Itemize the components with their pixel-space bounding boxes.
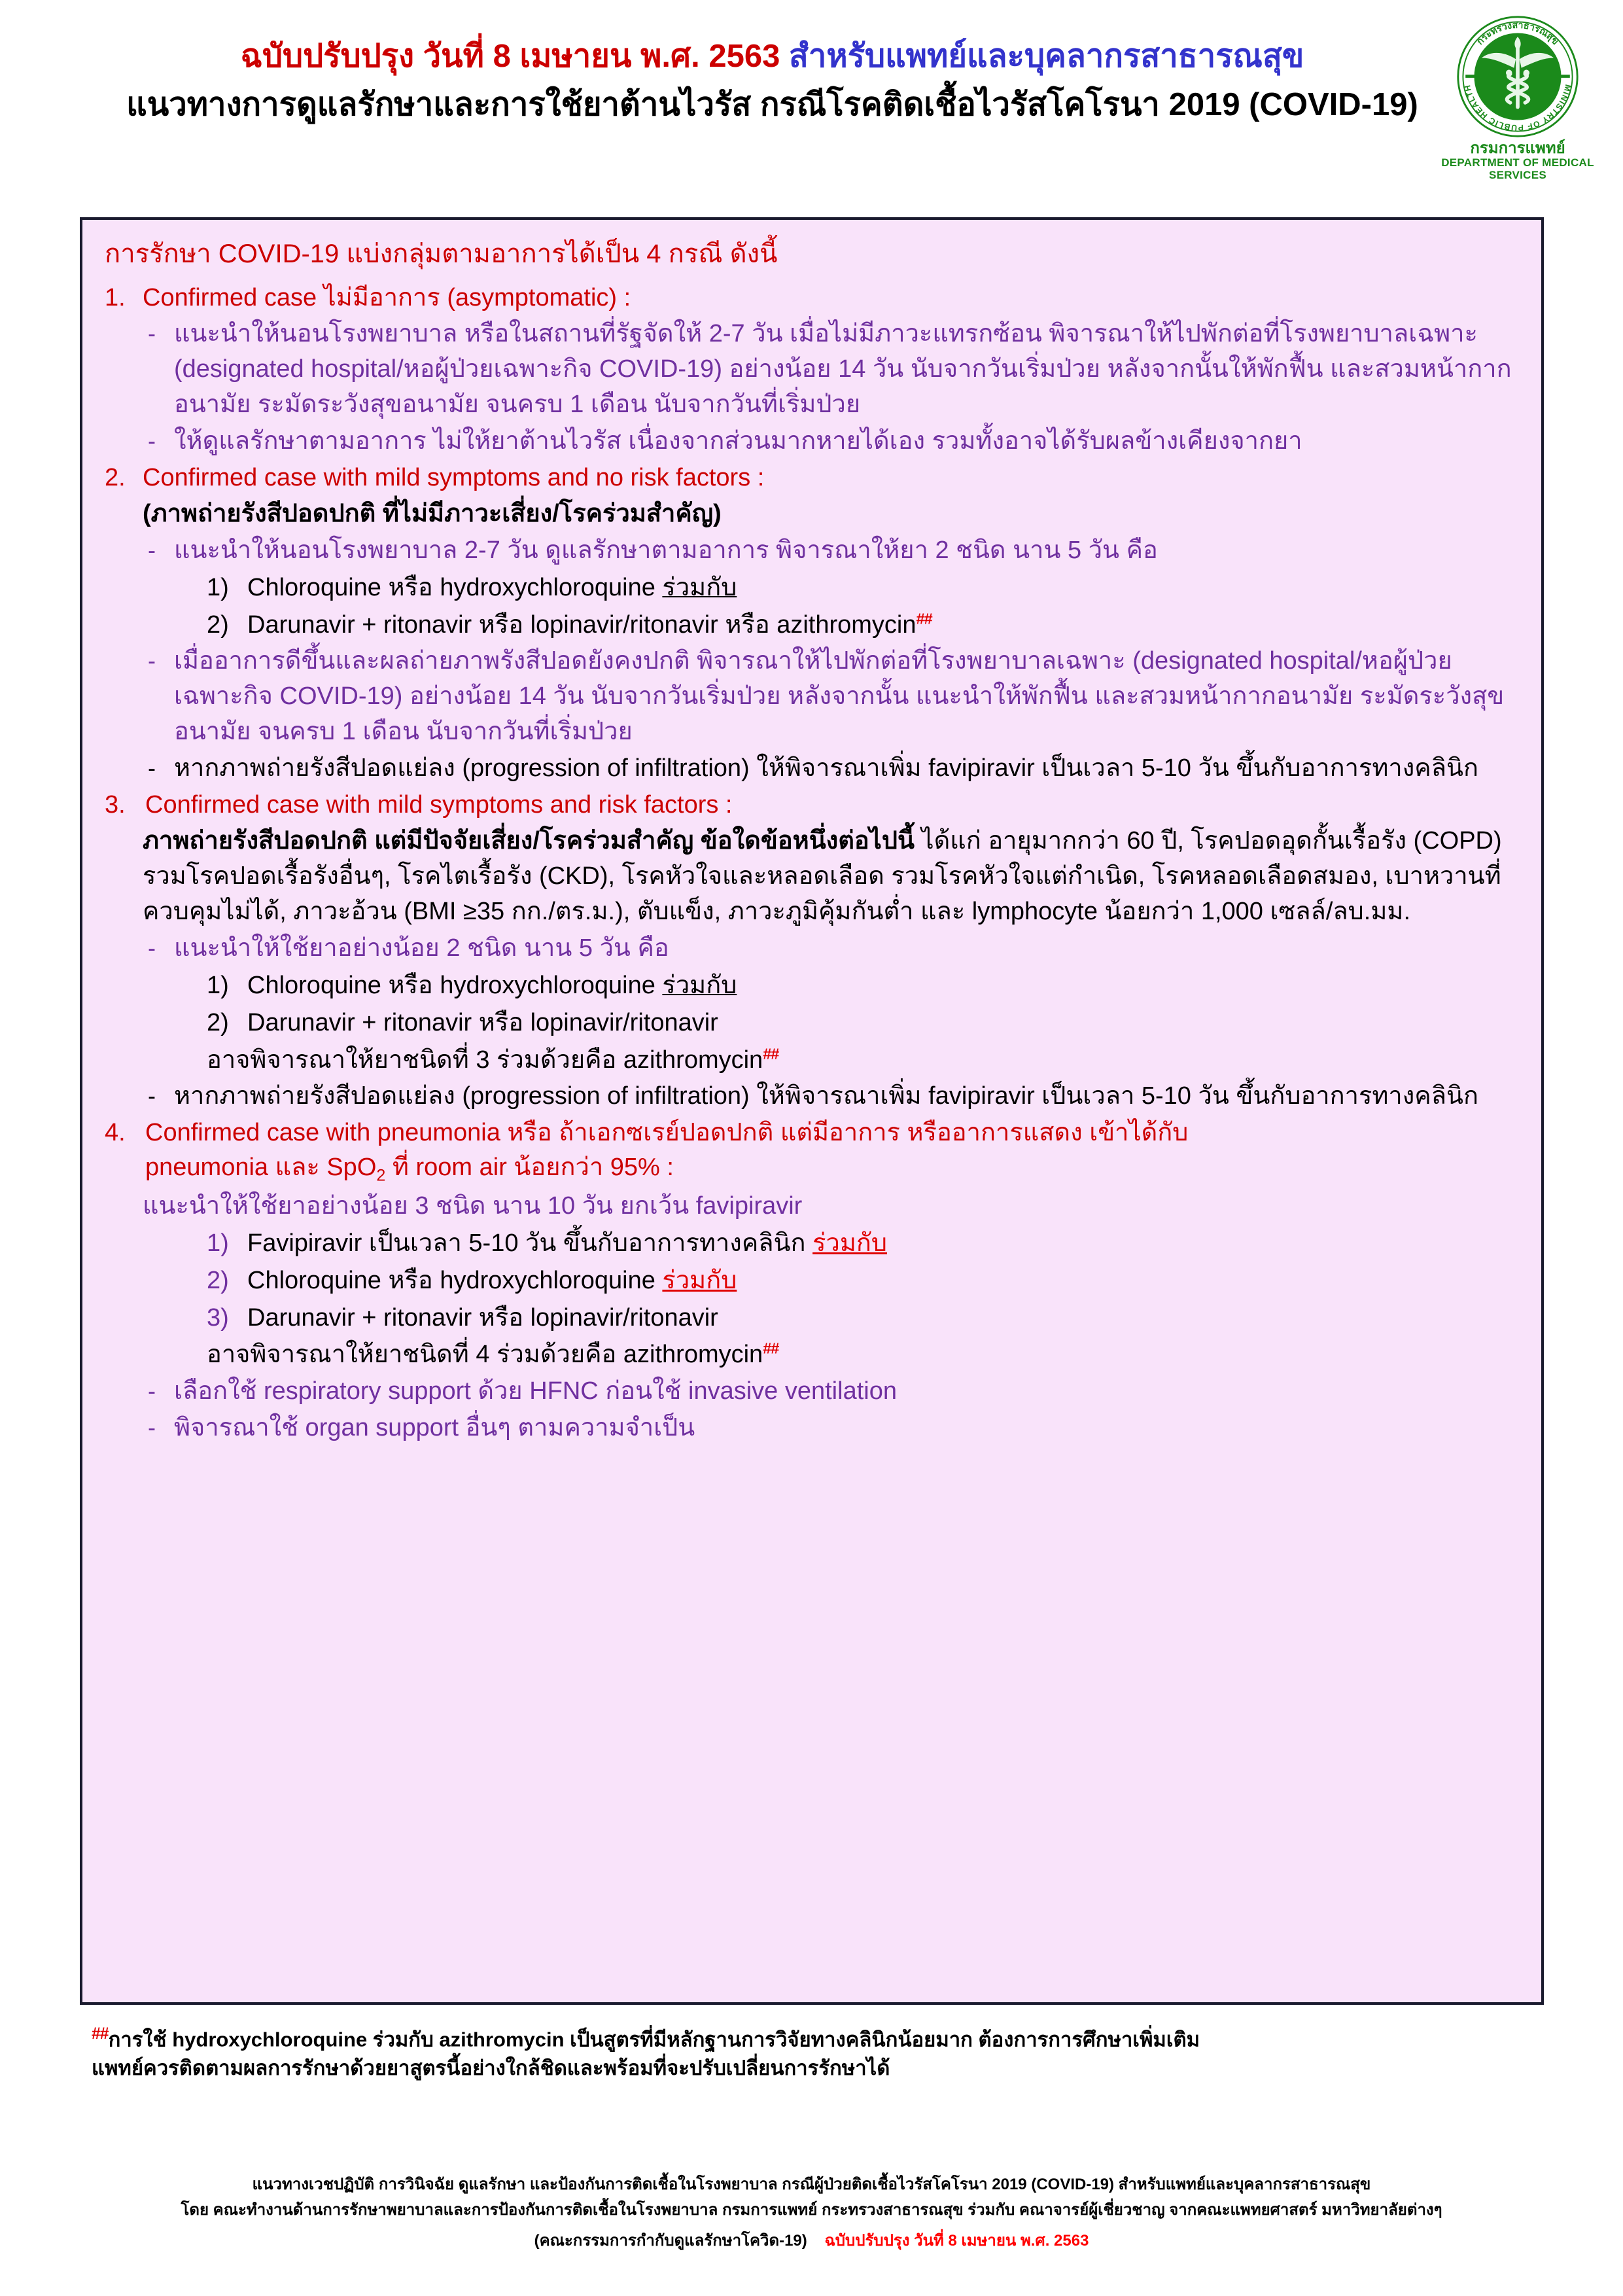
section-4-subline: แนะนำให้ใช้ยาอย่างน้อย 3 ชนิด นาน 10 วัน ยกเว้น favipiravir [143,1192,803,1220]
footnote-marker: ## [763,1339,779,1357]
list-item [207,570,1519,606]
section-3-drug-note [207,1042,1519,1078]
section-2-heading: Confirmed case with mild symptoms and no risk factors : [143,463,765,491]
conjunction-underline: ร่วมกับ [812,1229,888,1258]
footnote-marker: ## [92,2025,109,2043]
header-revision-date: ฉบับปรับปรุง วันที่ 8 เมษายน พ.ศ. 2563 [240,39,789,74]
header-subtitle-line [0,38,1623,76]
section-4-number: 4. [105,1119,126,1147]
list-item [143,533,1519,569]
drug-name: Darunavir + ritonavir หรือ lopinavir/ritonavir หรือ azithromycin [247,610,916,639]
section-2-drug-1-text [247,570,1519,606]
svg-text:MINISTRY OF PUBLIC HEALTH: MINISTRY OF PUBLIC HEALTH [1462,83,1573,133]
document-header [0,0,1623,182]
section-3-heading: Confirmed case with mild symptoms and risk factors : [145,791,733,819]
header-audience: สำหรับแพทย์และบุคลากรสาธารณสุข [789,39,1304,74]
section-2-heading-row [105,461,1519,495]
section-2-subline: (ภาพถ่ายรังสีปอดปกติ ที่ไม่มีภาวะเสี่ยง/โรคร่วมสำคัญ) [143,499,722,527]
conjunction-underline: ร่วมกับ [662,1266,737,1294]
section-4-drug-3-number: 3) [207,1303,229,1332]
section-3-bullet-after-1: หากภาพถ่ายรังสีปอดแย่ลง (progression of infiltration) ให้พิจารณาเพิ่ม favipiravir เป็นเวลา 5-10 วัน ขึ้นกับอาการทางคลินิก [174,1082,1478,1110]
dash-bullet-icon: - [148,1082,156,1110]
footer-revision-date: ฉบับปรับปรุง วันที่ 8 เมษายน พ.ศ. 2563 [824,2231,1089,2250]
ministry-of-public-health-emblem-icon [1456,14,1580,139]
document-footer [0,2172,1623,2254]
list-item [207,1226,1519,1262]
footnote-marker: ## [763,1044,779,1062]
section-4-heading-line2-pre: pneumonia และ SpO [145,1154,377,1182]
section-4-heading-line2-post: ที่ room air น้อยกว่า 95% : [385,1154,674,1182]
section-1-number: 1. [105,283,126,311]
list-item [143,751,1519,786]
section-4-heading-line1: Confirmed case with pneumonia หรือ ถ้าเอกซเรย์ปอดปกติ แต่มีอาการ หรืออาการแสดง เข้าได้กับ [145,1119,1189,1147]
dash-bullet-icon: - [148,754,156,782]
section-2-number: 2. [105,463,126,491]
section-4-bullet-after-1: เลือกใช้ respiratory support ด้วย HFNC ก่อนใช้ invasive ventilation [174,1377,897,1405]
section-4-drug-3-text: Darunavir + ritonavir หรือ lopinavir/ritonavir [247,1303,718,1332]
conjunction-underline: ร่วมกับ [662,573,737,601]
list-item [143,424,1519,459]
section-3-body [143,824,1519,1114]
svg-text:กระทรวงสาธารณสุข: กระทรวงสาธารณสุข [1475,20,1561,47]
section-4-body [143,1189,1519,1446]
list-item [143,317,1519,423]
section-3-drug-2-number: 2) [207,1008,229,1036]
section-2-body [143,497,1519,786]
section-4-heading [145,1116,1519,1188]
section-1-bullet-1: แนะนำให้นอนโรงพยาบาล หรือในสถานที่รัฐจัดให้ 2-7 วัน เมื่อไม่มีภาวะแทรกซ้อน พิจารณาให้ไปพักต่อที่โรงพยาบาลเฉพาะ (designated hospital/หอผู้ป่วยเฉพาะกิจ COVID-19) อย่างน้อย 14 วัน นับจากวันเริ่มป่วย หลังจากนั้นให้พักฟื้น และสวมหน้ากากอนามัย ระมัดระวังสุขอนามัย จนครบ 1 เดือน นับจากวันที่เริ่มป่วย [174,319,1512,418]
list-item [143,644,1519,750]
drug-name: Chloroquine หรือ hydroxychloroquine [247,573,663,601]
drug-name: Chloroquine หรือ hydroxychloroquine [247,972,663,1000]
treatment-guideline-box [80,217,1544,2005]
footer-line-3 [0,2229,1623,2254]
ministry-logo [1436,14,1599,182]
section-3-drug-2-text: Darunavir + ritonavir หรือ lopinavir/ritonavir [247,1008,718,1036]
section-4-bullet-after-2: พิจารณาใช้ organ support อื่นๆ ตามความจำเป็น [174,1413,695,1441]
list-item [207,968,1519,1004]
list-item [143,931,1519,966]
section-3-drug-1-number: 1) [207,972,229,1000]
section-3-bullet-intro: แนะนำให้ใช้ยาอย่างน้อย 2 ชนิด นาน 5 วัน คือ [174,934,669,963]
section-2-bullet-after-2: หากภาพถ่ายรังสีปอดแย่ลง (progression of infiltration) ให้พิจารณาเพิ่ม favipiravir เป็นเวลา 5-10 วัน ขึ้นกับอาการทางคลินิก [174,754,1478,783]
list-item [143,1374,1519,1409]
section-1-heading-row [105,281,1519,315]
footer-line-2: โดย คณะทำงานด้านการรักษาพยาบาลและการป้องกันการติดเชื้อในโรงพยาบาล กรมการแพทย์ กระทรวงสาธารณสุข ร่วมกับ คณาจารย์ผู้เชี่ยวชาญ จากคณะแพทยศาสตร์ มหาวิทยาลัยต่างๆ [181,2200,1442,2219]
dash-bullet-icon: - [148,536,156,563]
section-4-drug-2-text [247,1263,1519,1299]
section-1-bullet-2: ให้ดูแลรักษาตามอาการ ไม่ให้ยาต้านไวรัส เนื่องจากส่วนมากหายได้เอง รวมทั้งอาจได้รับผลข้างเคียงจากยา [174,427,1302,455]
section-3-drug-1-text [247,968,1519,1004]
footnote-line-2: แพทย์ควรติดตามผลการรักษาด้วยยาสูตรนี้อย่างใกล้ชิดและพร้อมที่จะปรับเปลี่ยนการรักษาได้ [92,2056,890,2079]
conjunction-underline: ร่วมกับ [662,972,737,1000]
logo-caption-th: กรมการแพทย์ [1470,139,1565,157]
drug-name: Favipiravir เป็นเวลา 5-10 วัน ขึ้นกับอาการทางคลินิก [247,1229,813,1258]
list-item [207,1263,1519,1299]
list-item [207,607,1519,643]
section-4-heading-row [105,1116,1519,1188]
logo-caption-en: DEPARTMENT OF MEDICAL SERVICES [1441,156,1594,182]
section-3-risk-bold: ภาพถ่ายรังสีปอดปกติ แต่มีปัจจัยเสี่ยง/โรคร่วมสำคัญ ข้อใดข้อหนึ่งต่อไปนี้ [143,827,915,855]
section-2-bullet-intro: แนะนำให้นอนโรงพยาบาล 2-7 วัน ดูแลรักษาตามอาการ พิจารณาให้ยา 2 ชนิด นาน 5 วัน คือ [174,536,1158,564]
section-2-drug-1-number: 1) [207,573,229,601]
dash-bullet-icon: - [148,427,156,454]
drug-name: Chloroquine หรือ hydroxychloroquine [247,1266,663,1294]
section-4-drug-1-number: 1) [207,1229,229,1258]
spo2-subscript: 2 [376,1167,386,1186]
section-3-risk-rest: ได้แก่ อายุมากกว่า 60 ปี, โรคปอดอุดกั้นเรื้อรัง (COPD) รวมโรคปอดเรื้อรังอื่นๆ, โรคไตเรื้อรัง (CKD), โรคหัวใจและหลอดเลือด รวมโรคหัวใจแต่กำเนิด, โรคหลอดเลือดสมอง, เบาหวานที่ควบคุมไม่ได้, ภาวะอ้วน (BMI ≥35 กก./ตร.ม.), ตับแข็ง, ภาวะภูมิคุ้มกันต่ำ และ lymphocyte น้อยกว่า 1,000 เซลล์/ลบ.มม. [143,827,1502,926]
section-3-risk-paragraph [143,824,1519,930]
section-4-drug-note-text: อาจพิจารณาให้ยาชนิดที่ 4 ร่วมด้วยคือ azithromycin [207,1341,763,1369]
dash-bullet-icon: - [148,1377,156,1404]
section-2-bullet-after-1: เมื่ออาการดีขึ้นและผลถ่ายภาพรังสีปอดยังคงปกติ พิจารณาให้ไปพักต่อที่โรงพยาบาลเฉพาะ (designated hospital/หอผู้ป่วยเฉพาะกิจ COVID-19) อย่างน้อย 14 วัน นับจากวันเริ่มป่วย หลังจากนั้น แนะนำให้พักฟื้น และสวมหน้ากากอนามัย ระมัดระวังสุขอนามัย จนครบ 1 เดือน นับจากวันที่เริ่มป่วย [174,647,1505,746]
footnote-line-1: การใช้ hydroxychloroquine ร่วมกับ azithromycin เป็นสูตรที่มีหลักฐานการวิจัยทางคลินิกน้อยมาก ต้องการการศึกษาเพิ่มเติม [108,2028,1200,2051]
section-1-body [143,317,1519,459]
section-2-drug-2-text [247,607,1519,643]
list-item [143,1079,1519,1114]
dash-bullet-icon: - [148,934,156,962]
footer-committee: (คณะกรรมการกำกับดูแลรักษาโควิด-19) [534,2231,807,2250]
footnote-block [92,2023,1544,2082]
page-title: แนวทางการดูแลรักษาและการใช้ยาต้านไวรัส กรณีโรคติดเชื้อไวรัสโคโรนา 2019 (COVID-19) [126,86,1418,122]
list-item [143,1411,1519,1446]
section-3-heading-row [105,788,1519,822]
section-4-drug-2-number: 2) [207,1266,229,1294]
dash-bullet-icon: - [148,1413,156,1441]
dash-bullet-icon: - [148,319,156,347]
dash-bullet-icon: - [148,647,156,675]
section-3-drug-note-text: อาจพิจารณาให้ยาชนิดที่ 3 ร่วมด้วยคือ azithromycin [207,1046,763,1074]
footnote-marker: ## [916,609,932,627]
section-4-drug-note [207,1337,1519,1373]
list-item [207,1300,1519,1336]
section-2-drug-2-number: 2) [207,610,229,639]
box-title: การรักษา COVID-19 แบ่งกลุ่มตามอาการได้เป็น 4 กรณี ดังนี้ [105,239,778,268]
section-3-number: 3. [105,791,126,819]
list-item [207,1005,1519,1041]
section-1-heading: Confirmed case ไม่มีอาการ (asymptomatic) : [143,283,631,311]
section-4-drug-1-text [247,1226,1519,1262]
footer-line-1: แนวทางเวชปฏิบัติ การวินิจฉัย ดูแลรักษา และป้องกันการติดเชื้อในโรงพยาบาล กรณีผู้ป่วยติดเชื้อไวรัสโคโรนา 2019 (COVID-19) สำหรับแพทย์และบุคลากรสาธารณสุข [252,2176,1371,2193]
